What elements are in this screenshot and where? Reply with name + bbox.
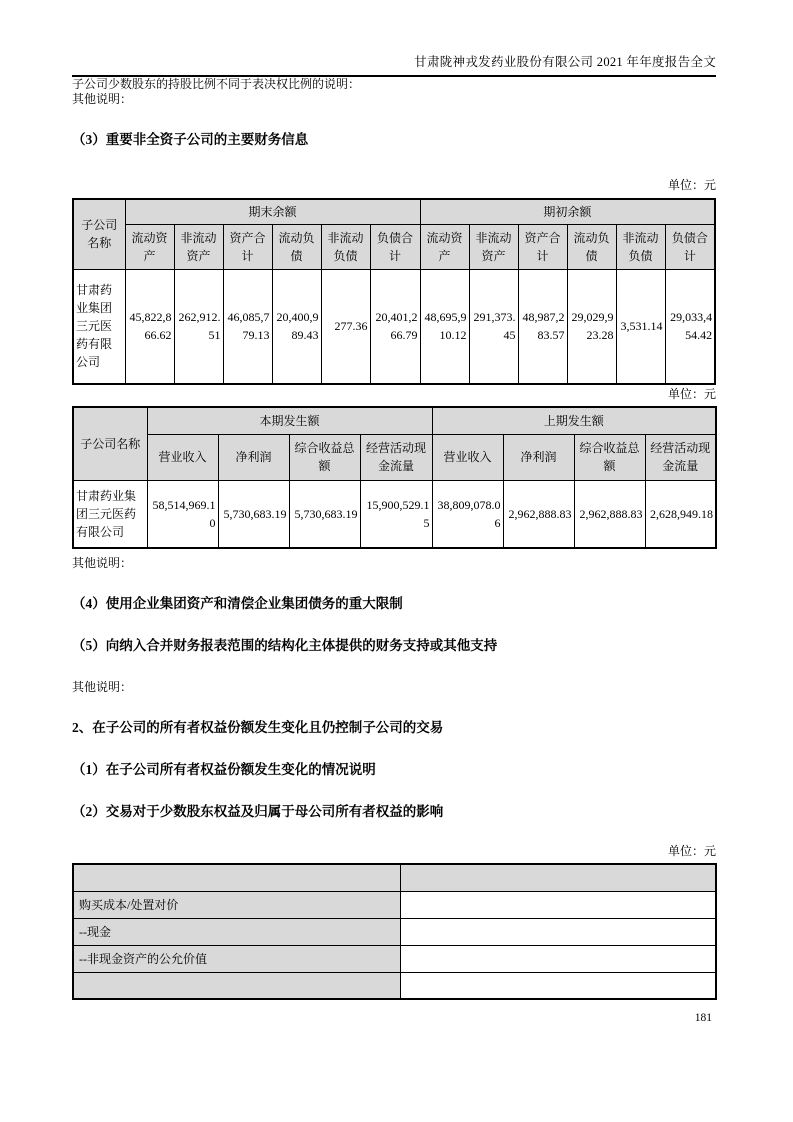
unit-label-income-table: 单位：元 bbox=[667, 387, 716, 401]
balance-col-header-current-assets-end: 流动资产 bbox=[125, 224, 174, 269]
equity-value-purchase-cost bbox=[400, 891, 716, 918]
balance-col-header-noncurrent-assets-begin: 非流动资产 bbox=[469, 224, 518, 269]
income-value-revenue-current: 58,514,969.10 bbox=[147, 480, 218, 548]
balance-col-header-current-liabilities-begin: 流动负债 bbox=[567, 224, 616, 269]
subsidiary-name-cell: 甘肃药业集团三元医药有限公司 bbox=[73, 480, 147, 548]
income-col-header-cashflow-current: 经营活动现金流量 bbox=[360, 434, 432, 480]
other-notes-label-1: 其他说明： bbox=[72, 92, 133, 106]
equity-header-label-cell bbox=[73, 864, 400, 891]
balance-col-header-current-liabilities-end: 流动负债 bbox=[272, 224, 321, 269]
equity-row-noncash-fair-value bbox=[73, 945, 716, 972]
equity-header-value-cell bbox=[400, 864, 716, 891]
balance-value-noncurrent-liabilities-begin: 3,531.14 bbox=[616, 269, 665, 384]
balance-value-current-liabilities-end: 20,400,989.43 bbox=[272, 269, 321, 384]
unit-label-balance-table: 单位：元 bbox=[667, 178, 716, 192]
income-value-revenue-prior: 38,809,078.06 bbox=[432, 480, 503, 548]
minority-shareholding-note: 子公司少数股东的持股比例不同于表决权比例的说明： bbox=[72, 77, 361, 91]
balance-col-header-total-assets-begin: 资产合计 bbox=[518, 224, 567, 269]
income-table-data-row bbox=[73, 480, 716, 548]
income-table-group-header-current: 本期发生额 bbox=[147, 407, 432, 434]
balance-table-group-header-row bbox=[73, 199, 715, 224]
income-col-header-netprofit-current: 净利润 bbox=[218, 434, 289, 480]
section-4-heading: （4）使用企业集团资产和清偿企业集团债务的重大限制 bbox=[72, 596, 403, 611]
income-value-netprofit-prior: 2,962,888.83 bbox=[503, 480, 574, 548]
balance-table-sub-header-row bbox=[73, 224, 715, 269]
income-value-comprehensive-current: 5,730,683.19 bbox=[289, 480, 360, 548]
balance-value-current-liabilities-begin: 29,029,923.28 bbox=[567, 269, 616, 384]
equity-row-empty bbox=[73, 972, 716, 999]
income-table-group-header-row bbox=[73, 407, 716, 434]
equity-value-cash bbox=[400, 918, 716, 945]
equity-row-cash bbox=[73, 918, 716, 945]
income-value-cashflow-prior: 2,628,949.18 bbox=[645, 480, 716, 548]
balance-col-header-current-assets-begin: 流动资产 bbox=[420, 224, 469, 269]
income-col-header-revenue-prior: 营业收入 bbox=[432, 434, 503, 480]
balance-table-data-row bbox=[73, 269, 715, 384]
balance-value-noncurrent-assets-end: 262,912.51 bbox=[174, 269, 223, 384]
section-3-heading: （3）重要非全资子公司的主要财务信息 bbox=[72, 132, 309, 147]
equity-value-noncash-fair-value bbox=[400, 945, 716, 972]
equity-label-noncash-fair-value: --非现金资产的公允价值 bbox=[73, 945, 400, 972]
income-col-header-comprehensive-current: 综合收益总额 bbox=[289, 434, 360, 480]
income-table-corner-header: 子公司名称 bbox=[73, 407, 147, 480]
balance-table-group-header-beginning: 期初余额 bbox=[420, 199, 715, 224]
income-col-header-comprehensive-prior: 综合收益总额 bbox=[574, 434, 645, 480]
section-2-main-heading: 2、在子公司的所有者权益份额发生变化且仍控制子公司的交易 bbox=[72, 720, 444, 735]
income-table bbox=[72, 406, 717, 549]
equity-label-cash: --现金 bbox=[73, 918, 400, 945]
equity-row-purchase-cost bbox=[73, 891, 716, 918]
page-number: 181 bbox=[694, 1012, 712, 1024]
balance-value-noncurrent-liabilities-end: 277.36 bbox=[321, 269, 370, 384]
section-5-heading: （5）向纳入合并财务报表范围的结构化主体提供的财务支持或其他支持 bbox=[72, 638, 498, 653]
document-header bbox=[72, 52, 716, 77]
equity-table-header-row bbox=[73, 864, 716, 891]
equity-value-empty bbox=[400, 972, 716, 999]
balance-value-total-assets-begin: 48,987,283.57 bbox=[518, 269, 567, 384]
equity-label-empty bbox=[73, 972, 400, 999]
balance-value-noncurrent-assets-begin: 291,373.45 bbox=[469, 269, 518, 384]
income-value-comprehensive-prior: 2,962,888.83 bbox=[574, 480, 645, 548]
balance-col-header-total-liabilities-begin: 负债合计 bbox=[665, 224, 715, 269]
income-value-netprofit-current: 5,730,683.19 bbox=[218, 480, 289, 548]
unit-label-equity-table: 单位：元 bbox=[667, 844, 716, 858]
balance-table-group-header-ending: 期末余额 bbox=[125, 199, 420, 224]
balance-col-header-noncurrent-liabilities-begin: 非流动负债 bbox=[616, 224, 665, 269]
balance-value-total-liabilities-begin: 29,033,454.42 bbox=[665, 269, 715, 384]
balance-value-current-assets-end: 45,822,866.62 bbox=[125, 269, 174, 384]
balance-value-total-assets-end: 46,085,779.13 bbox=[223, 269, 272, 384]
income-col-header-revenue-current: 营业收入 bbox=[147, 434, 218, 480]
other-notes-label-3: 其他说明： bbox=[72, 680, 133, 694]
balance-col-header-total-liabilities-end: 负债合计 bbox=[370, 224, 420, 269]
document-header-title: 甘肃陇神戎发药业股份有限公司 2021 年年度报告全文 bbox=[414, 55, 716, 69]
section-2-2-heading: （2）交易对于少数股东权益及归属于母公司所有者权益的影响 bbox=[72, 804, 444, 819]
balance-table bbox=[72, 198, 716, 385]
balance-col-header-noncurrent-liabilities-end: 非流动负债 bbox=[321, 224, 370, 269]
balance-col-header-noncurrent-assets-end: 非流动资产 bbox=[174, 224, 223, 269]
income-col-header-cashflow-prior: 经营活动现金流量 bbox=[645, 434, 716, 480]
income-table-group-header-prior: 上期发生额 bbox=[432, 407, 716, 434]
balance-value-current-assets-begin: 48,695,910.12 bbox=[420, 269, 469, 384]
income-table-sub-header-row bbox=[73, 434, 716, 480]
income-value-cashflow-current: 15,900,529.15 bbox=[360, 480, 432, 548]
section-2-1-heading: （1）在子公司所有者权益份额发生变化的情况说明 bbox=[72, 762, 376, 777]
balance-table-corner-header: 子公司名称 bbox=[73, 199, 125, 269]
income-col-header-netprofit-prior: 净利润 bbox=[503, 434, 574, 480]
subsidiary-name-cell: 甘肃药业集团三元医药有限公司 bbox=[73, 269, 125, 384]
equity-label-purchase-cost: 购买成本/处置对价 bbox=[73, 891, 400, 918]
balance-col-header-total-assets-end: 资产合计 bbox=[223, 224, 272, 269]
equity-impact-table bbox=[72, 863, 717, 1000]
balance-value-total-liabilities-end: 20,401,266.79 bbox=[370, 269, 420, 384]
other-notes-label-2: 其他说明： bbox=[72, 556, 133, 570]
